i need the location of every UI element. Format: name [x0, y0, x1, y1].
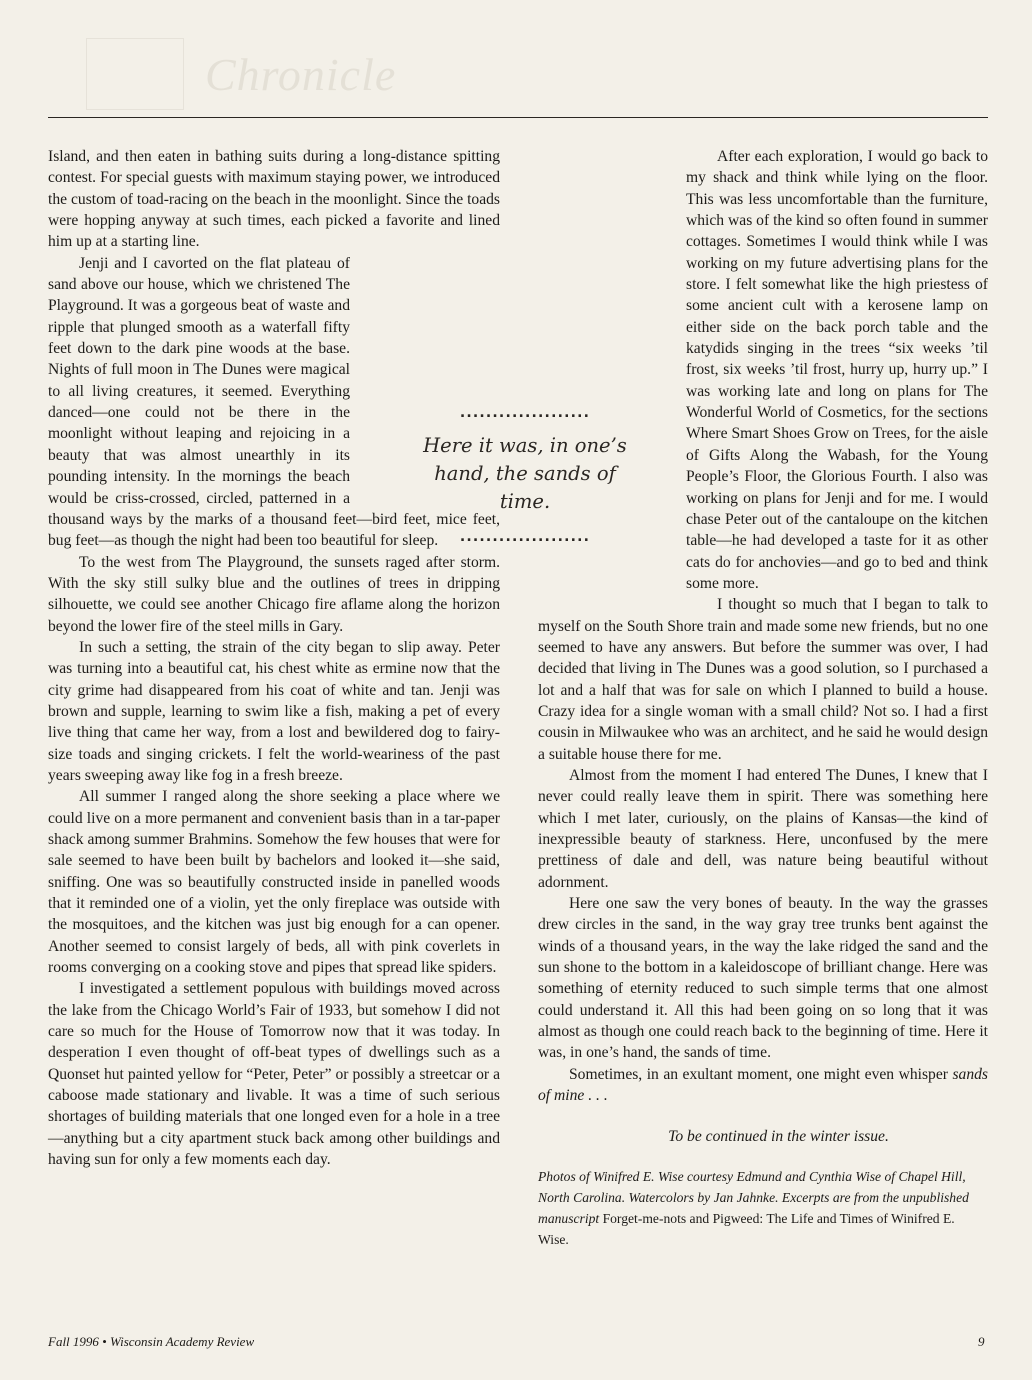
photo-credits-italic: Photos of Winifred E. Wise courtesy Edmund and Cynthia Wise of Chapel Hill, North Carolina. Watercolors by Jan Jahnke. Excerpts are from the unpublished manuscript — [538, 1168, 969, 1226]
ghost-logo-box — [86, 38, 184, 110]
continued-note: To be continued in the winter issue. — [668, 1128, 889, 1146]
pull-quote-dots-bottom: .................... — [459, 529, 591, 545]
pull-quote-gap-right — [538, 359, 681, 613]
left-paragraph-6: I investigated a settlement populous with buildings moved across the lake from the Chicago World’s Fair of 1933, but somehow I did not care so much for the House of Tomorrow now that it was today. In desperation I even thought of off-beat types of dwellings such as a Quonset hut painted yellow for “Peter, Peter” or possibly a streetcar or a caboose made stationary and livable. It was a time of such serious shortages of building materials that one longed even for a hole in a tree—anything but a city apartment stuck back among other buildings and having sun for only a few moments each day. — [48, 980, 500, 1169]
photo-credits-title: Forget-me-nots and Pigweed: The Life and Times of Winifred E. Wise. — [538, 1210, 955, 1247]
ghost-header-title: Chronicle — [205, 49, 397, 100]
right-paragraph-4: Here one saw the very bones of beauty. In the way the grasses drew circles in the sand, in the way gray tree trunks bent against the winds of a thousand years, in the way the lake ridged the sand and the sun shone to the bottom in a kaleidoscope of brilliant change. Here was something of eternity reduced to such simple terms that one almost could understand it. All this had been going on so long that it was almost as though one could reach back to the beginning of time. Here it was, in one’s hand, the sands of time. — [538, 895, 988, 1062]
pull-quote-text: Here it was, in one’s hand, the sands of time. — [423, 434, 627, 513]
right-paragraph-5-italic: sands of mine . . . — [538, 1065, 988, 1105]
left-paragraph-5: All summer I ranged along the shore seeking a place where we could live on a more permanent and convenient basis than in a tar-paper shack among summer Brahmins. Somehow the few houses that were for sale seemed to have been built by bachelors and looked it—she said, sniffing. One was so beautifully constructed inside in panelled woods that it reminded one of a violin, yet the only fireplace was outside with the mosquitoes, and the kitchen was just big enough for a can opener. Another seemed to consist largely of beds, all with pink coverlets in rooms converging on a cooking stove and pipes that spread like spiders. — [48, 788, 500, 977]
right-paragraph-5 — [538, 1064, 988, 1107]
left-paragraph-2: Jenji and I cavorted on the flat plateau of sand above our house, which we christened The Playground. It was a gorgeous beat of waste and ripple that plunged smooth as a waterfall fifty feet down to the dark pine woods at the base. Nights of full moon in The Dunes were magical to all living creatures, it seemed. Everything danced—one could not be there in the moonlight without leaping and rejoicing in a beauty that was almost unearthly in its pounding intensity. In the mornings the beach would be criss-crossed, circled, patterned in a thousand ways by the marks of a thousand feet—bird feet, mice feet, bug feet—as though the night had been too beautiful for sleep. — [48, 254, 500, 550]
footer-page-number: 9 — [978, 1334, 985, 1349]
right-paragraph-1: After each exploration, I would go back to my shack and think while lying on the floor. This was less uncomfortable than the furniture, which was of the kind so often found in summer cottages. Sometimes I would think while I was working on my future advertising plans for the store. I felt somewhat like the high priestess of some ancient cult with a kerosene lamp on either side on the back porch table and the katydids singing in the trees “six weeks ’til frost, six weeks ’til frost, hurry up, hurry up.” I was working late and long on plans for The Wonderful World of Cosmetics, for the sections Where Smart Shoes Grow on Trees, for the aisle of Gifts Along the Wabash, for the Young People’s Floor, the Glorious Fourth. I also was working on plans for Jenji and for me. I would chase Peter out of the cantaloupe on the kitchen table—he had developed a taste for it as other cats do for anchovies—and go to bed and think some more. — [686, 148, 988, 592]
left-paragraph-4: In such a setting, the strain of the city began to slip away. Peter was turning into a beautiful cat, his chest white as ermine now that the city grime had disappeared from his coat of white and tan. Jenji was brown and supple, learning to swim like a fish, making a pet of every live thing that came her way, from a lost and bewildered dog to fairy-size toads and singing crickets. I felt the world-weariness of the past years sweeping away like fog in a fresh breeze. — [48, 638, 500, 784]
header-rule — [48, 117, 988, 118]
left-paragraph-1: Island, and then eaten in bathing suits during a long-distance spitting contest. For special guests with maximum staying power, we introduced the custom of toad-racing on the beach in the moonlight. Since the toads were hopping anyway at such times, each picked a favorite and lined him up at a starting line. — [48, 148, 500, 251]
pull-quote-dots-top: .................... — [459, 405, 591, 421]
left-column — [48, 146, 500, 1171]
photo-credits — [538, 1166, 988, 1250]
right-column — [538, 146, 988, 1250]
right-paragraph-3: Almost from the moment I had entered The Dunes, I knew that I never could really leave them in spirit. There was something here which I met later, curiously, on the plains of Kansas—the kind of inexpressible beauty of starkness. Here, unconfused by the mere prettiness of dale and dell, was nature being beautiful without adornment. — [538, 766, 988, 891]
footer-issue: Fall 1996 • Wisconsin Academy Review — [48, 1334, 255, 1349]
right-paragraph-2: I thought so much that I began to talk to myself on the South Shore train and made some new friends, but no one seemed to have any answers. But before the summer was over, I had decided that living in The Dunes was a good solution, so I purchased a lot and a half that was for sale on which I planned to build a house. Crazy idea for a single woman with a small child? Not so. I had a first cousin in Milwaukee who was an architect, and he said he would design a suitable house there for me. — [538, 596, 988, 763]
right-paragraph-5-text: Sometimes, in an exultant moment, one might even whisper — [569, 1065, 953, 1083]
left-paragraph-3: To the west from The Playground, the sunsets raged after storm. With the sky still sulky blue and the outlines of trees in dripping silhouette, we could see another Chicago fire aflame along the horizon beyond the lower fire of the steel mills in Gary. — [48, 553, 500, 635]
